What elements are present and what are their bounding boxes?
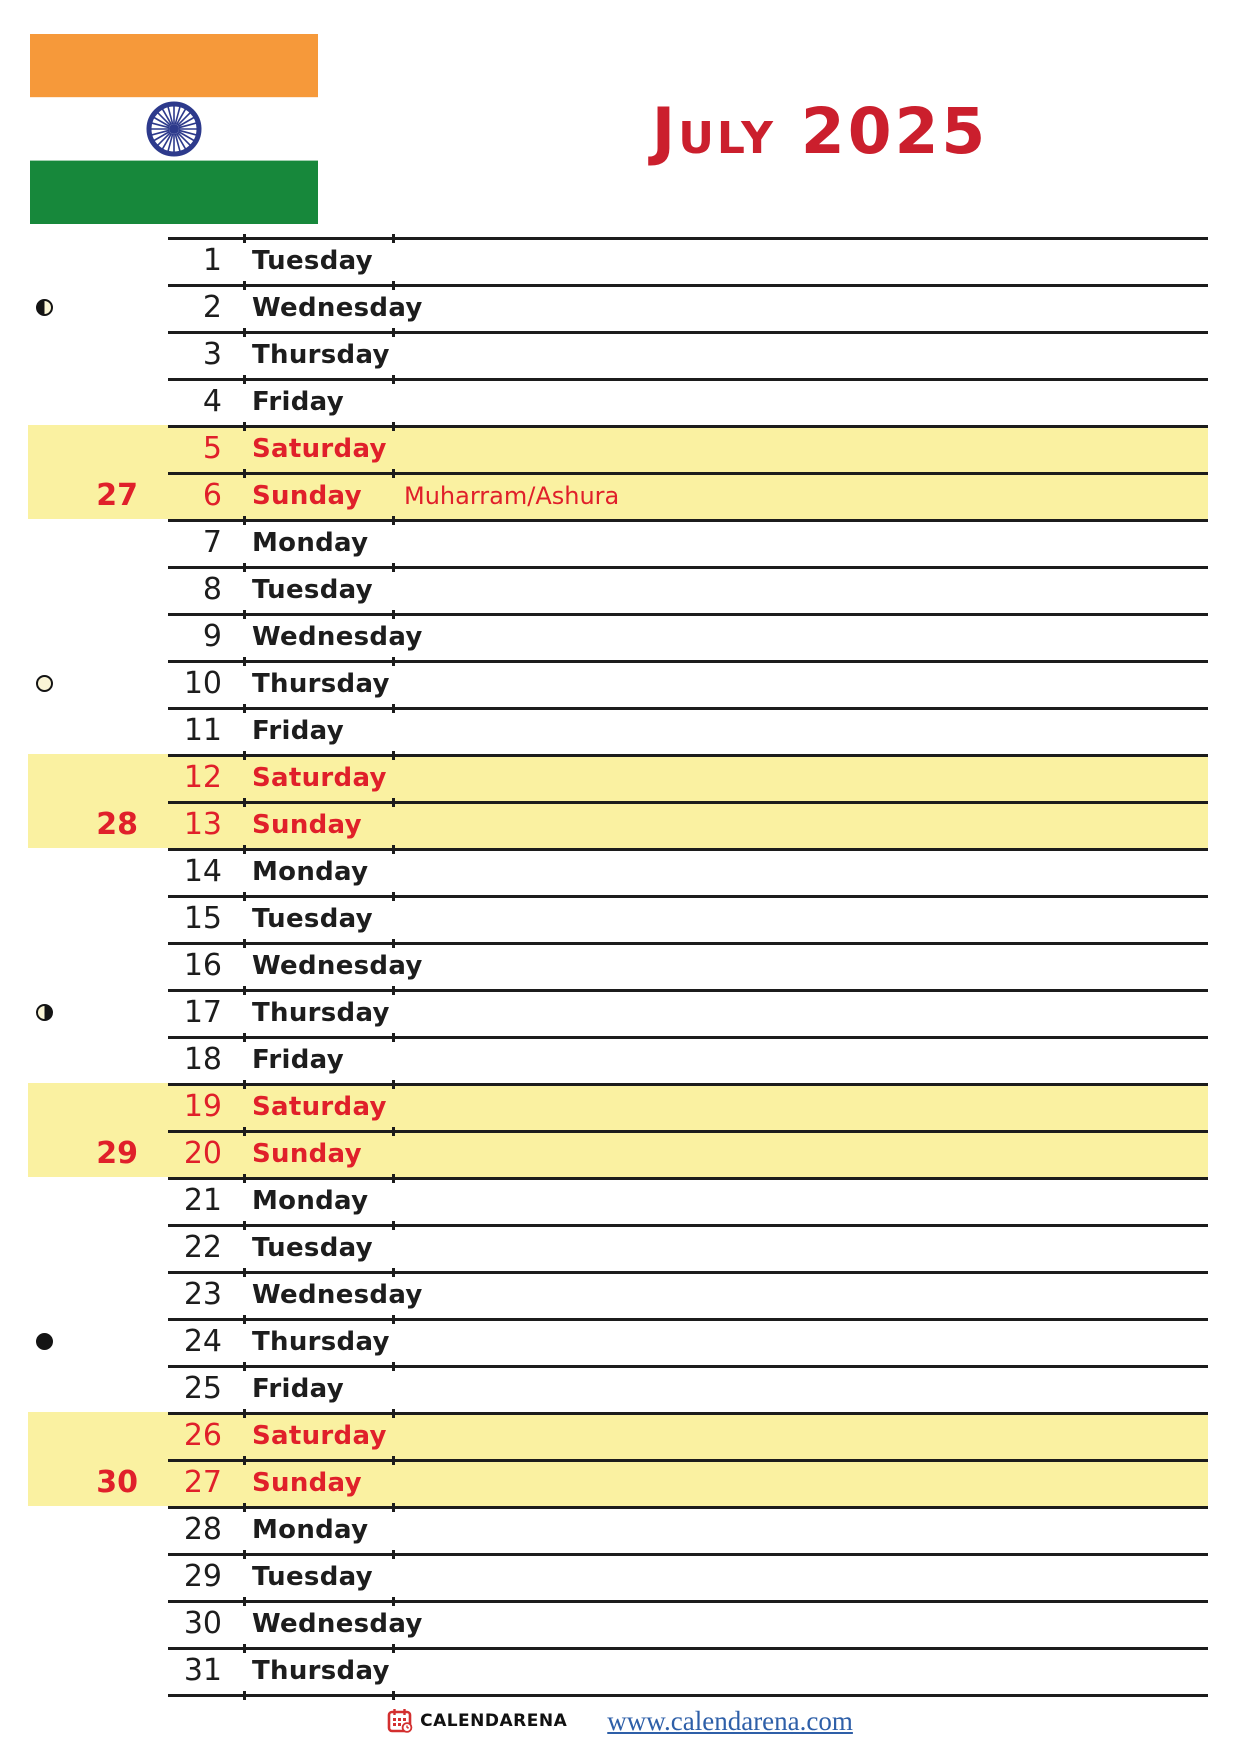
calendar-row <box>168 237 1208 284</box>
week-number: 29 <box>96 1136 138 1171</box>
calendar-row <box>168 519 1208 566</box>
calendar-row <box>168 613 1208 660</box>
last-quarter-moon-icon <box>36 1004 53 1021</box>
day-name: Tuesday <box>252 903 373 934</box>
day-number: 30 <box>183 1606 222 1641</box>
holiday-label: Muharram/Ashura <box>404 481 620 510</box>
day-number: 4 <box>202 384 222 419</box>
calendar-row <box>168 1553 1208 1600</box>
day-number: 5 <box>202 431 222 466</box>
day-name: Tuesday <box>252 574 373 605</box>
day-name: Monday <box>252 1514 369 1545</box>
first-quarter-moon-icon <box>36 299 53 316</box>
calendar-row <box>168 1600 1208 1647</box>
day-number: 13 <box>183 807 222 842</box>
day-number: 25 <box>183 1371 222 1406</box>
calendar-row <box>168 989 1208 1036</box>
day-number: 20 <box>183 1136 222 1171</box>
calendar-row <box>168 1224 1208 1271</box>
day-number: 29 <box>183 1559 222 1594</box>
day-number: 31 <box>183 1653 222 1688</box>
day-name: Tuesday <box>252 245 373 276</box>
calendar-row <box>168 1647 1208 1694</box>
day-name: Saturday <box>252 1091 387 1122</box>
day-name: Monday <box>252 1185 369 1216</box>
day-number: 7 <box>202 525 222 560</box>
day-number: 9 <box>202 619 222 654</box>
day-number: 15 <box>183 901 222 936</box>
new-moon-icon <box>36 1333 53 1350</box>
calendar-row <box>168 707 1208 754</box>
day-name: Thursday <box>252 1326 390 1357</box>
calendar-row <box>168 1506 1208 1553</box>
day-number: 12 <box>183 760 222 795</box>
calendar-row <box>168 566 1208 613</box>
day-name: Sunday <box>252 1467 362 1498</box>
day-name: Saturday <box>252 433 387 464</box>
calendar-row <box>168 1271 1208 1318</box>
day-name: Friday <box>252 1373 344 1404</box>
day-number: 1 <box>202 243 222 278</box>
calendar-row <box>168 1083 1208 1130</box>
calendar-row <box>168 660 1208 707</box>
day-name: Monday <box>252 527 369 558</box>
ashoka-chakra-icon <box>149 104 199 154</box>
day-number: 17 <box>183 995 222 1030</box>
calendar-row <box>168 754 1208 801</box>
week-number: 30 <box>96 1465 138 1500</box>
day-name: Friday <box>252 1044 344 1075</box>
day-name: Thursday <box>252 668 390 699</box>
day-name: Tuesday <box>252 1232 373 1263</box>
day-number: 8 <box>202 572 222 607</box>
calendar-row <box>168 1177 1208 1224</box>
day-number: 14 <box>183 854 222 889</box>
day-name: Monday <box>252 856 369 887</box>
calendar-row <box>168 284 1208 331</box>
brand-logo <box>387 1708 567 1734</box>
day-number: 2 <box>202 290 222 325</box>
day-number: 27 <box>183 1465 222 1500</box>
day-name: Wednesday <box>252 1279 423 1310</box>
day-number: 3 <box>202 337 222 372</box>
day-name: Tuesday <box>252 1561 373 1592</box>
calendar-row <box>168 1318 1208 1365</box>
day-name: Thursday <box>252 1655 390 1686</box>
day-number: 10 <box>183 666 222 701</box>
calendar-row <box>168 848 1208 895</box>
calendar-row <box>168 1130 1208 1177</box>
day-name: Sunday <box>252 1138 362 1169</box>
day-name: Wednesday <box>252 1608 423 1639</box>
full-moon-icon <box>36 675 53 692</box>
day-number: 22 <box>183 1230 222 1265</box>
calendar-row <box>168 472 1208 519</box>
day-number: 23 <box>183 1277 222 1312</box>
day-number: 16 <box>183 948 222 983</box>
website-link[interactable]: www.calendarena.com <box>607 1705 853 1736</box>
week-number: 27 <box>96 478 138 513</box>
calendar-row <box>168 895 1208 942</box>
page-title: July 2025 <box>651 95 989 168</box>
calendar-row <box>168 1036 1208 1083</box>
day-number: 6 <box>202 478 222 513</box>
footer <box>0 1699 1240 1743</box>
day-number: 19 <box>183 1089 222 1124</box>
brand-name: CALENDARENA <box>420 1711 568 1731</box>
day-name: Wednesday <box>252 621 423 652</box>
calendar-row <box>168 942 1208 989</box>
calendar-row <box>168 425 1208 472</box>
day-name: Saturday <box>252 762 387 793</box>
day-name: Wednesday <box>252 292 423 323</box>
row-divider-line <box>168 1694 1208 1697</box>
day-number: 11 <box>183 713 222 748</box>
day-name: Thursday <box>252 339 390 370</box>
day-number: 26 <box>183 1418 222 1453</box>
calendar-row <box>168 1459 1208 1506</box>
day-name: Wednesday <box>252 950 423 981</box>
calendar-row <box>168 1412 1208 1459</box>
day-name: Thursday <box>252 997 390 1028</box>
calendar-icon <box>387 1708 414 1734</box>
day-name: Friday <box>252 386 344 417</box>
day-name: Friday <box>252 715 344 746</box>
day-number: 24 <box>183 1324 222 1359</box>
calendar-row <box>168 378 1208 425</box>
flag-saffron-band <box>30 34 318 97</box>
day-name: Saturday <box>252 1420 387 1451</box>
calendar-row <box>168 1365 1208 1412</box>
calendar-row <box>168 801 1208 848</box>
day-name: Sunday <box>252 809 362 840</box>
calendar-row <box>168 331 1208 378</box>
india-flag <box>30 34 318 224</box>
day-number: 18 <box>183 1042 222 1077</box>
week-number: 28 <box>96 807 138 842</box>
flag-green-band <box>30 161 318 224</box>
day-number: 21 <box>183 1183 222 1218</box>
day-number: 28 <box>183 1512 222 1547</box>
day-name: Sunday <box>252 480 362 511</box>
